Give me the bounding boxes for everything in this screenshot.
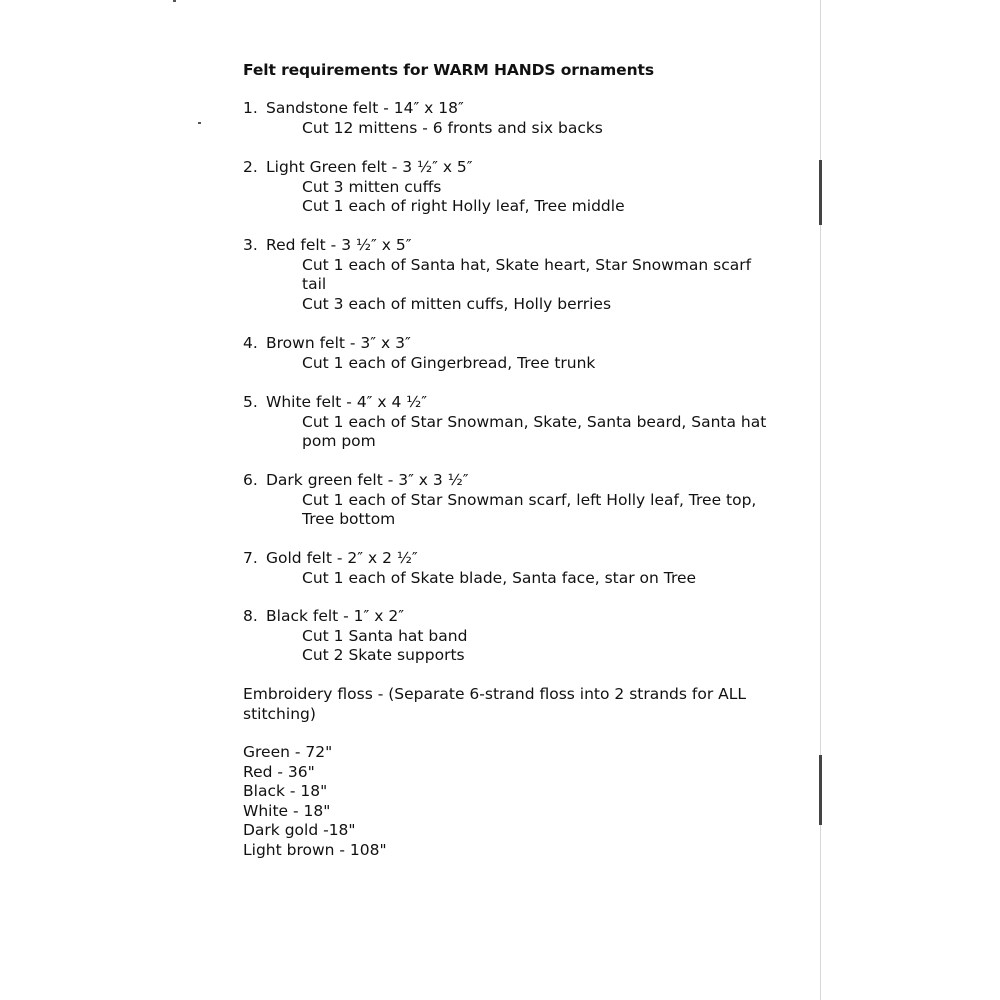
floss-item: Dark gold -18" [243, 821, 356, 839]
felt-item-4 [243, 334, 772, 373]
scan-speck [198, 122, 201, 124]
cut-instruction: Cut 3 each of mitten cuffs, Holly berries [302, 294, 612, 313]
cut-instruction: Cut 12 mittens - 6 fronts and six backs [302, 118, 603, 137]
item-number: 8. [243, 607, 258, 625]
cut-instruction: Cut 2 Skate supports [302, 646, 465, 664]
felt-item-5 [243, 393, 772, 452]
floss-list [243, 743, 387, 860]
item-number: 5. [243, 393, 258, 411]
felt-label: Dark green felt - 3″ x 3 ½″ [266, 471, 469, 489]
item-number: 7. [243, 549, 258, 567]
cut-instruction: Cut 1 each of Star Snowman, Skate, Santa beard, Santa hat pom pom [302, 412, 767, 450]
cut-instruction: Cut 1 each of Gingerbread, Tree trunk [302, 353, 596, 372]
edge-mark-upper [819, 160, 822, 225]
cut-instruction: Cut 1 each of Star Snowman scarf, left Holly leaf, Tree top, Tree bottom [302, 490, 757, 528]
item-number: 4. [243, 334, 258, 352]
floss-heading: Embroidery floss - (Separate 6-strand floss into 2 strands for ALL stitching) [243, 685, 747, 723]
felt-item-1 [243, 99, 772, 138]
felt-label: White felt - 4″ x 4 ½″ [266, 393, 428, 411]
felt-label: Light Green felt - 3 ½″ x 5″ [266, 158, 473, 176]
item-number: 3. [243, 236, 258, 254]
floss-item: Light brown - 108" [243, 840, 387, 859]
felt-item-6 [243, 471, 772, 530]
floss-item: White - 18" [243, 801, 331, 820]
felt-label: Black felt - 1″ x 2″ [266, 607, 405, 625]
item-number: 2. [243, 158, 258, 176]
edge-mark-lower [819, 755, 822, 825]
felt-item-3 [243, 236, 772, 314]
scan-speck [173, 0, 176, 2]
cut-instruction: Cut 1 each of right Holly leaf, Tree middle [302, 197, 625, 215]
felt-label: Brown felt - 3″ x 3″ [266, 334, 411, 352]
felt-item-2 [243, 158, 772, 217]
felt-item-7 [243, 549, 772, 588]
item-number: 1. [243, 99, 258, 117]
page-edge [820, 0, 821, 1000]
floss-item: Green - 72" [243, 743, 333, 761]
cut-instruction: Cut 1 Santa hat band [302, 626, 468, 645]
floss-item: Black - 18" [243, 782, 328, 800]
item-number: 6. [243, 471, 258, 489]
felt-label: Gold felt - 2″ x 2 ½″ [266, 549, 418, 567]
cut-instruction: Cut 1 each of Skate blade, Santa face, star on Tree [302, 568, 697, 587]
floss-item: Red - 36" [243, 762, 315, 781]
cut-instruction: Cut 1 each of Santa hat, Skate heart, Star Snowman scarf tail [302, 255, 752, 293]
felt-label: Red felt - 3 ½″ x 5″ [266, 236, 412, 254]
cut-instruction: Cut 3 mitten cuffs [302, 177, 442, 196]
felt-item-8 [243, 607, 772, 666]
felt-label: Sandstone felt - 14″ x 18″ [266, 99, 464, 117]
page-title: Felt requirements for WARM HANDS ornaments [243, 61, 654, 79]
